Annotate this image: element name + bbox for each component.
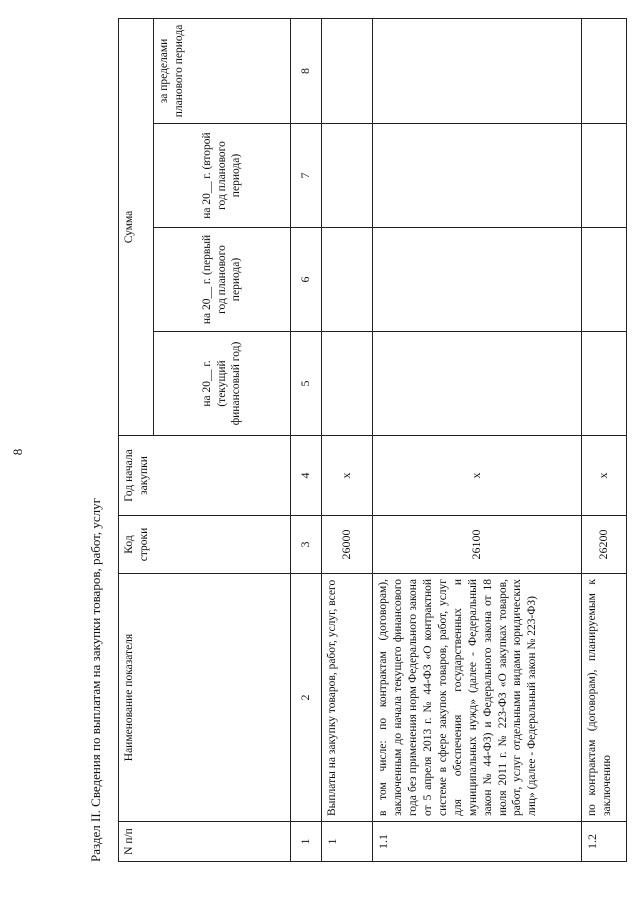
rotated-page-content: [88, 17, 616, 862]
row-sum-cell: [582, 332, 627, 436]
row-sum-cell: [322, 18, 373, 123]
header-num: N п/п: [119, 822, 291, 862]
index-cell: 1: [291, 822, 322, 862]
row-name: по контрактам (договорам), планируемым к заключению: [582, 574, 627, 822]
row-sum-cell: [373, 332, 582, 436]
row-year-start: x: [582, 436, 627, 516]
header-sum-beyond-plan: за пределами планового периода: [154, 18, 291, 123]
header-sum-second-plan-year: на 20__ г. (второй год планового периода): [154, 124, 291, 228]
index-cell: 4: [291, 436, 322, 516]
row-num: 1.1: [373, 822, 582, 862]
table-row: [373, 18, 582, 861]
index-cell: 7: [291, 124, 322, 228]
header-code: Код строки: [119, 516, 291, 574]
row-sum-cell: [373, 18, 582, 123]
row-sum-cell: [322, 228, 373, 332]
row-code: 26100: [373, 516, 582, 574]
page-number-text: 8: [10, 448, 25, 456]
row-name: в том числе: по контрактам (договорам), заключенным до начала текущего финансового года без применения норм Федерального закона от 5 апреля 2013 г. № 44-ФЗ «О контрактной системе в сфере закупок товаров, работ, услуг для обеспечения государственных и муниципальных нужд» (далее - Федеральный закон № 44-ФЗ) и Федерального закона от 18 июля 2011 г. № 223-ФЗ «О закупках товаров, работ, услуг отдельными видами юридических лиц» (далее - Федеральный закон № 223-ФЗ): [373, 574, 582, 822]
row-sum-cell: [373, 124, 582, 228]
row-code: 26200: [582, 516, 627, 574]
row-code: 26000: [322, 516, 373, 574]
purchases-table: [118, 18, 627, 862]
page-number: [10, 432, 30, 472]
header-sum: Сумма: [119, 18, 154, 435]
table-row: [322, 18, 373, 861]
row-num: 1: [322, 822, 373, 862]
row-sum-cell: [322, 332, 373, 436]
index-cell: 5: [291, 332, 322, 436]
index-cell: 3: [291, 516, 322, 574]
row-sum-cell: [582, 228, 627, 332]
header-sum-first-plan-year: на 20__ г. (первый год планового периода): [154, 228, 291, 332]
header-sum-current-year: на 20__ г. (текущий финансовый год): [154, 332, 291, 436]
header-name: Наименование показателя: [119, 574, 291, 822]
row-sum-cell: [582, 124, 627, 228]
header-year-start: Год начала закупки: [119, 436, 291, 516]
row-num: 1.2: [582, 822, 627, 862]
row-year-start: x: [373, 436, 582, 516]
index-cell: 6: [291, 228, 322, 332]
index-cell: 8: [291, 18, 322, 123]
row-name: Выплаты на закупку товаров, работ, услуг, всего: [322, 574, 373, 822]
row-sum-cell: [322, 124, 373, 228]
column-index-row: [291, 18, 322, 861]
section-title: Раздел II. Сведения по выплатам на закупки товаров, работ, услуг: [88, 498, 103, 862]
header-row-1: [119, 18, 154, 861]
index-cell: 2: [291, 574, 322, 822]
row-sum-cell: [373, 228, 582, 332]
row-year-start: x: [322, 436, 373, 516]
table-row: [582, 18, 627, 861]
row-sum-cell: [582, 18, 627, 123]
